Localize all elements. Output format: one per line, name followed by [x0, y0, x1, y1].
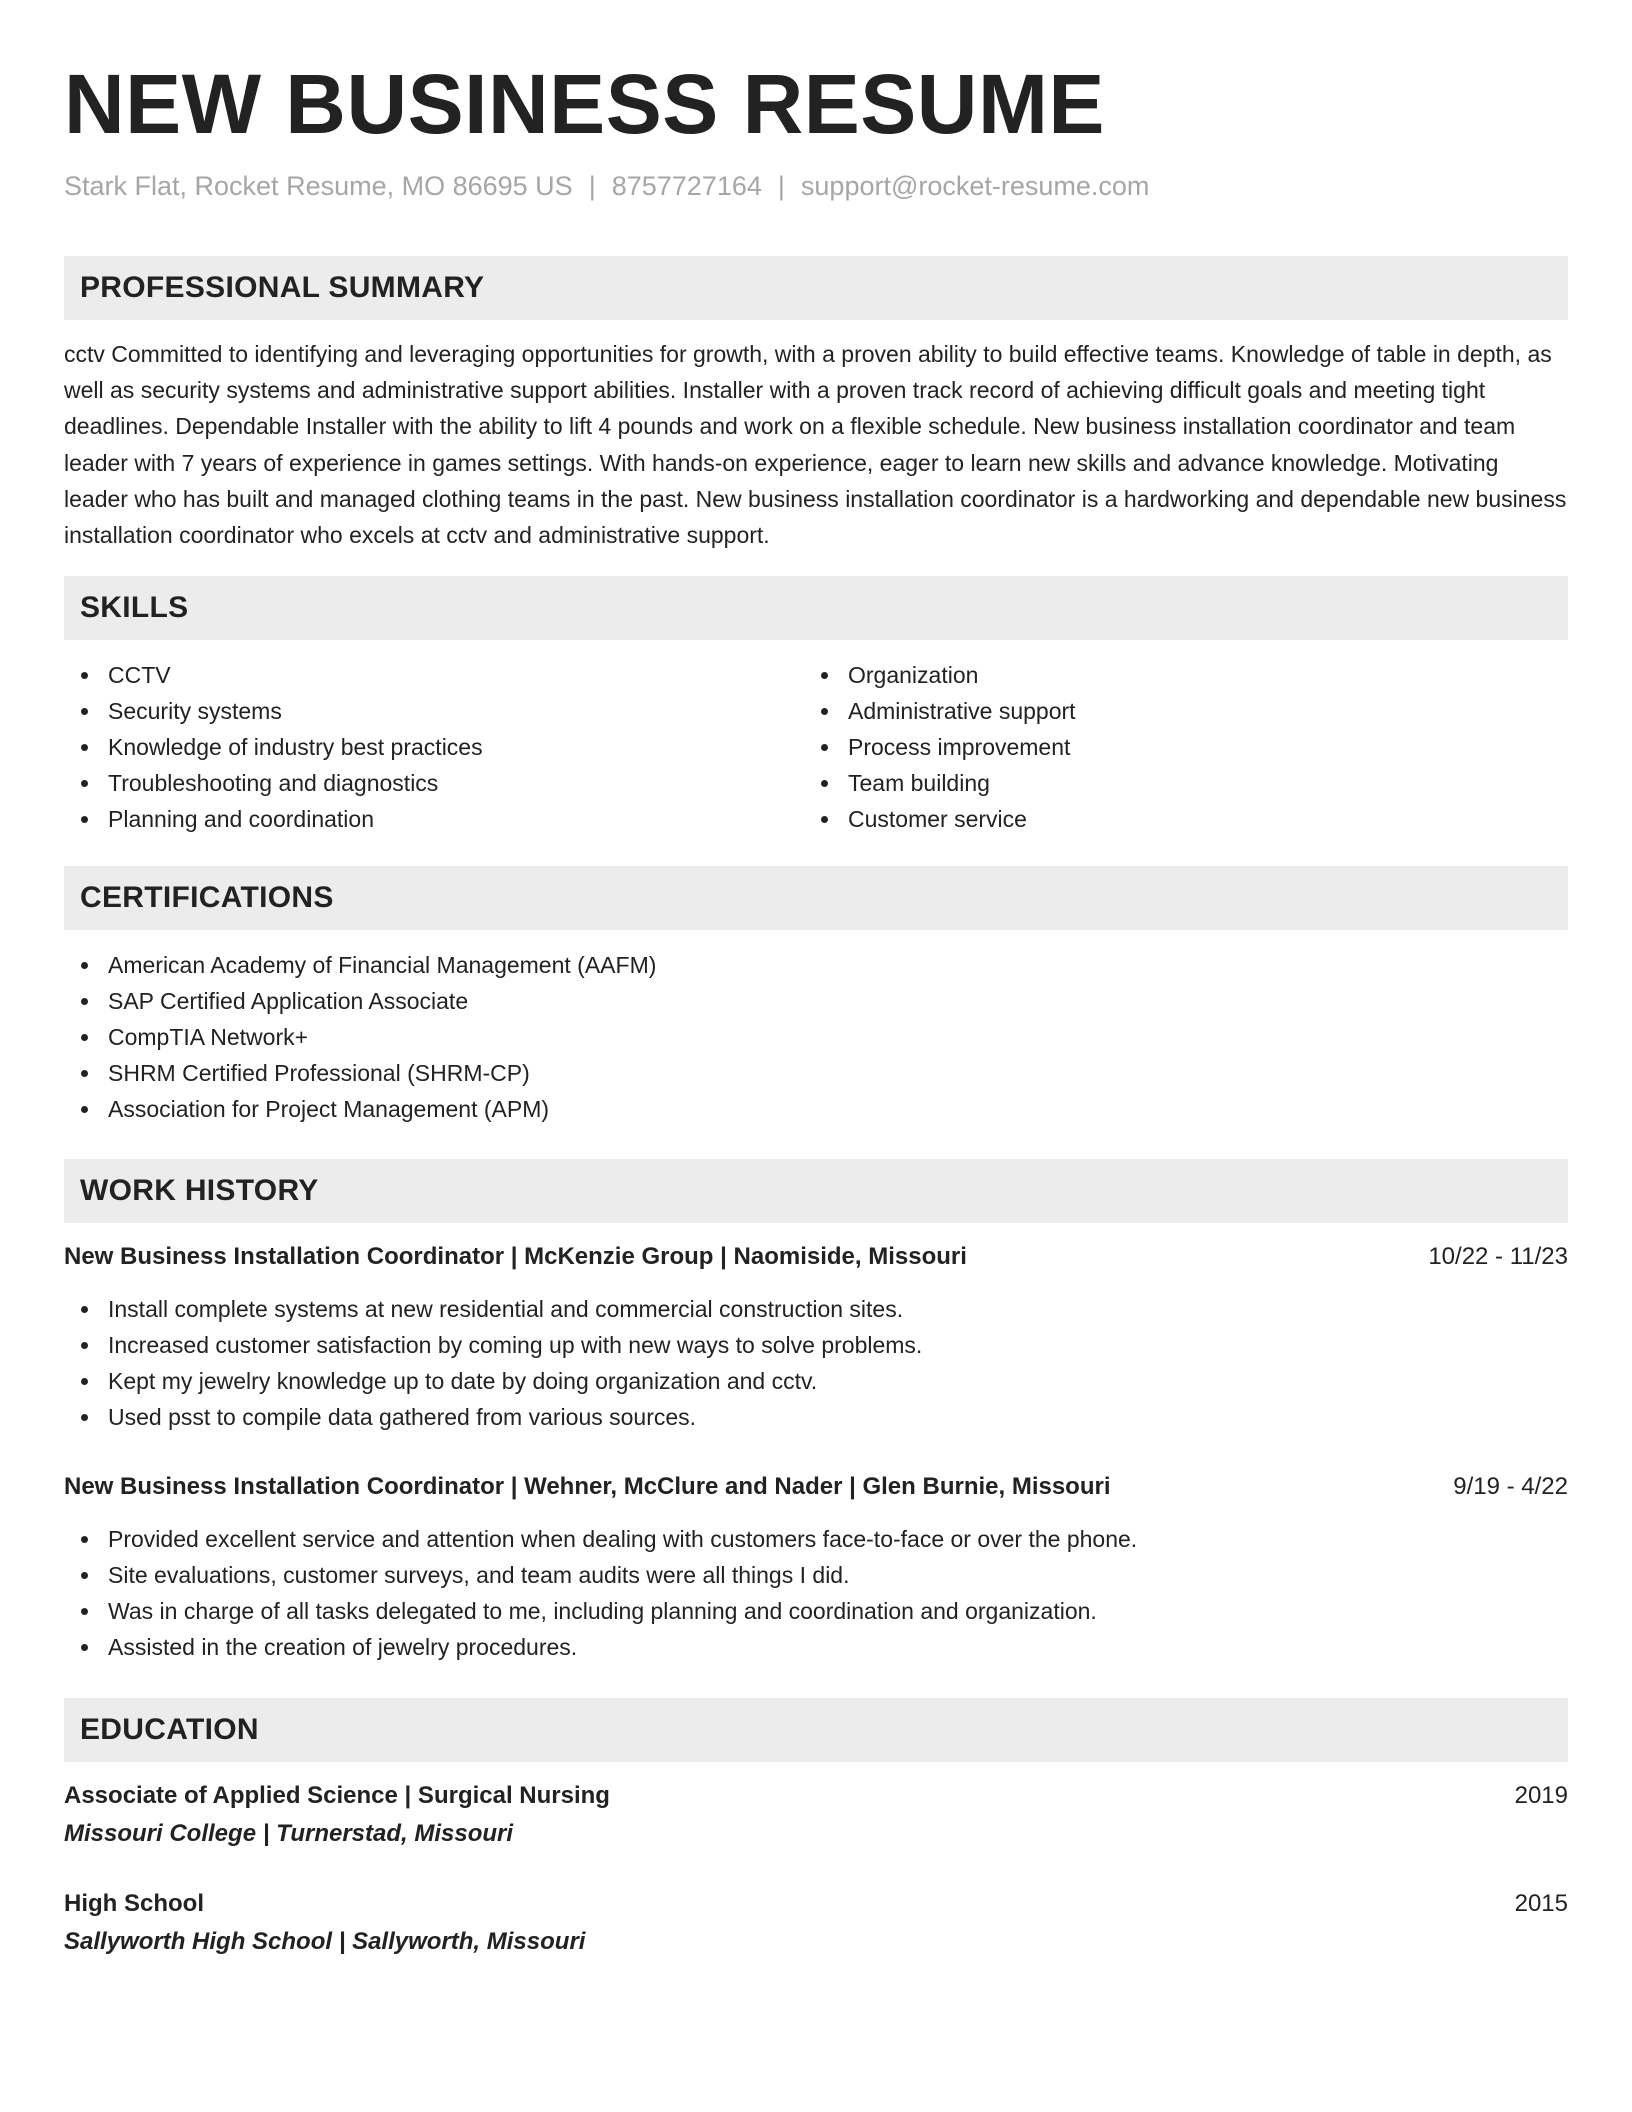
skill-item: CCTV — [64, 657, 804, 693]
job-entry — [64, 1239, 1568, 1435]
job-title: New Business Installation Coordinator | Wehner, McClure and Nader | Glen Burnie, Missouri — [64, 1473, 1111, 1501]
summary-text: cctv Committed to identifying and leveraging opportunities for growth, with a proven ability to build effective teams. Knowledge of table in depth, as well as security systems and administrative support abilities. Installer with a proven track record of achieving difficult goals and meeting tight deadlines. Dependable Installer with the ability to lift 4 pounds and work on a flexible schedule. New business installation coordinator and team leader with 7 years of experience in games settings. With hands-on experience, eager to learn new skills and advance knowledge. Motivating leader who has built and managed clothing teams in the past. New business installation coordinator is a hardworking and dependable new business installation coordinator who excels at cctv and administrative support. — [64, 341, 1567, 549]
certification-item: CompTIA Network+ — [64, 1019, 1568, 1055]
skill-item: Organization — [804, 657, 1544, 693]
job-bullet: Assisted in the creation of jewelry procedures. — [64, 1629, 1568, 1665]
education-degree: Associate of Applied Science | Surgical Nursing — [64, 1782, 610, 1810]
skill-item: Security systems — [64, 693, 804, 729]
education-entry — [64, 1886, 1568, 1960]
certification-item: Association for Project Management (APM) — [64, 1091, 1568, 1127]
education-year: 2019 — [1514, 1782, 1568, 1810]
job-bullet: Increased customer satisfaction by coming up with new ways to solve problems. — [64, 1327, 1568, 1363]
contact-separator: | — [777, 171, 785, 201]
job-dates: 10/22 - 11/23 — [1428, 1243, 1568, 1271]
job-bullets — [64, 1521, 1568, 1665]
skill-item: Team building — [804, 765, 1544, 801]
skill-item: Knowledge of industry best practices — [64, 729, 804, 765]
job-header — [64, 1239, 1568, 1275]
education-school: Sallyworth High School | Sallyworth, Missouri — [64, 1928, 586, 1956]
section-header-summary: PROFESSIONAL SUMMARY — [64, 256, 1568, 320]
job-title: New Business Installation Coordinator | McKenzie Group | Naomiside, Missouri — [64, 1243, 967, 1271]
job-header — [64, 1469, 1568, 1505]
contact-phone: 8757727164 — [611, 171, 762, 201]
section-header-skills: SKILLS — [64, 576, 1568, 640]
resume-title: NEW BUSINESS RESUME — [64, 57, 1105, 151]
skill-item: Process improvement — [804, 729, 1544, 765]
education-header — [64, 1778, 1568, 1814]
education-entry — [64, 1778, 1568, 1852]
contact-address: Stark Flat, Rocket Resume, MO 86695 US — [64, 171, 573, 201]
section-header-work-history: WORK HISTORY — [64, 1159, 1568, 1223]
certification-item: American Academy of Financial Management (AAFM) — [64, 947, 1568, 983]
job-bullet: Kept my jewelry knowledge up to date by doing organization and cctv. — [64, 1363, 1568, 1399]
job-dates: 9/19 - 4/22 — [1453, 1473, 1568, 1501]
job-bullet: Used psst to compile data gathered from various sources. — [64, 1399, 1568, 1435]
certification-item: SHRM Certified Professional (SHRM-CP) — [64, 1055, 1568, 1091]
certification-item: SAP Certified Application Associate — [64, 983, 1568, 1019]
job-entry — [64, 1469, 1568, 1665]
job-bullet: Was in charge of all tasks delegated to me, including planning and coordination and organization. — [64, 1593, 1568, 1629]
education-degree: High School — [64, 1890, 204, 1918]
skills-column-right — [804, 657, 1544, 837]
skills-list-left — [64, 657, 804, 837]
contact-line — [64, 168, 1568, 204]
skill-item: Troubleshooting and diagnostics — [64, 765, 804, 801]
skills-column-left — [64, 657, 804, 837]
contact-separator: | — [588, 171, 596, 201]
skill-item: Administrative support — [804, 693, 1544, 729]
skills-grid — [64, 657, 1568, 837]
education-school: Missouri College | Turnerstad, Missouri — [64, 1820, 514, 1848]
skill-item: Customer service — [804, 801, 1544, 837]
skills-list-right — [804, 657, 1544, 837]
job-bullet: Provided excellent service and attention when dealing with customers face-to-face or over the phone. — [64, 1521, 1568, 1557]
certifications-list — [64, 947, 1568, 1127]
contact-email: support@rocket-resume.com — [800, 171, 1150, 201]
job-bullet: Install complete systems at new residential and commercial construction sites. — [64, 1291, 1568, 1327]
education-header — [64, 1886, 1568, 1922]
section-header-certifications: CERTIFICATIONS — [64, 866, 1568, 930]
job-bullet: Site evaluations, customer surveys, and team audits were all things I did. — [64, 1557, 1568, 1593]
skill-item: Planning and coordination — [64, 801, 804, 837]
education-year: 2015 — [1514, 1890, 1568, 1918]
job-bullets — [64, 1291, 1568, 1435]
section-header-education: EDUCATION — [64, 1698, 1568, 1762]
